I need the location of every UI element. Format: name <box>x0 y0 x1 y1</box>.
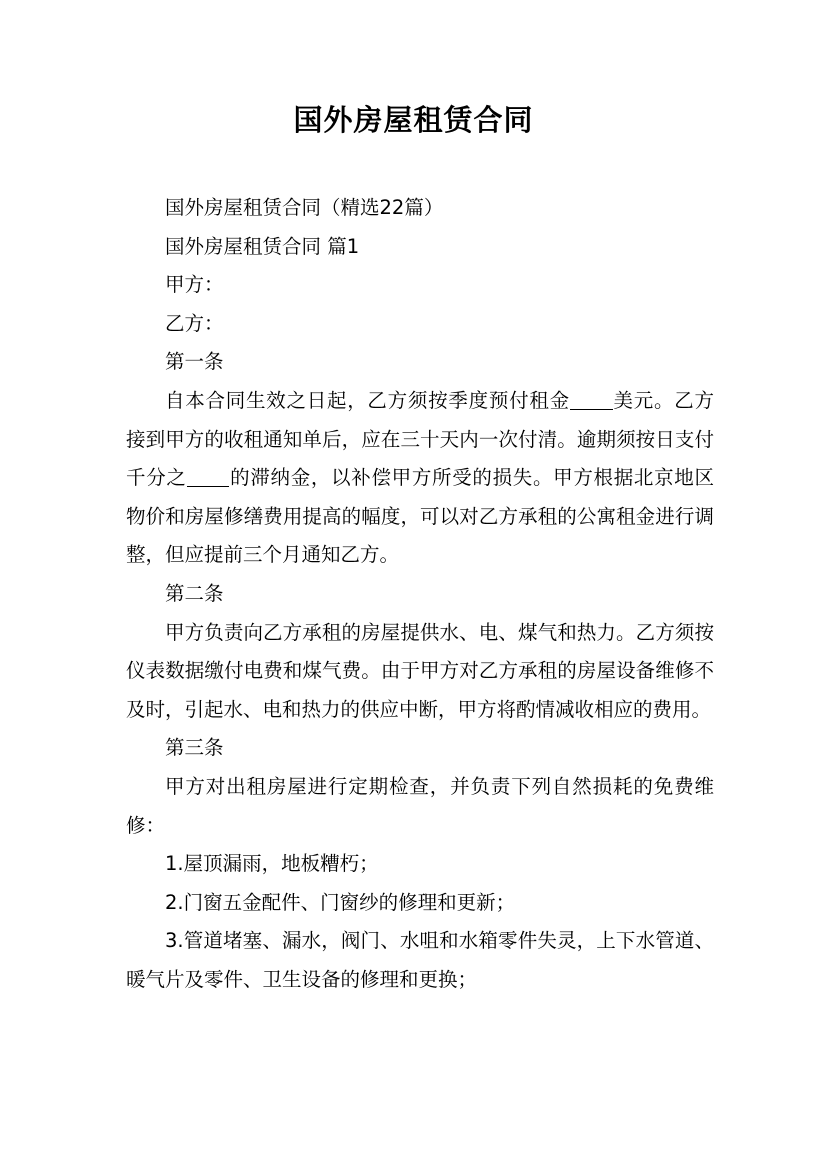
party-b-line: 乙方： <box>165 311 224 335</box>
article-1-heading: 第一条 <box>165 350 224 374</box>
document-title: 国外房屋租赁合同 <box>293 103 534 137</box>
party-a-line: 甲方： <box>165 273 224 297</box>
article-1-text-part2: 美元。乙方接到甲方的收租通知单后，应在三十天内一次付清。逾期须按日支付千分之 <box>126 388 714 490</box>
article-1-text <box>126 382 714 575</box>
article-3-item-2: 2.门窗五金配件、门窗纱的修理和更新； <box>165 890 516 914</box>
section-heading: 国外房屋租赁合同 篇1 <box>165 234 360 258</box>
article-3-item-3: 3.管道堵塞、漏水，阀门、水咀和水箱零件失灵，上下水管道、暖气片及零件、卫生设备的修理和更换； <box>126 929 714 991</box>
article-3-item-1: 1.屋顶漏雨，地板糟朽； <box>165 852 379 876</box>
article-1-text-part1: 自本合同生效之日起，乙方须按季度预付租金 <box>165 388 570 412</box>
rent-amount-blank <box>570 389 613 410</box>
document-subtitle: 国外房屋租赁合同（精选22篇） <box>165 196 444 219</box>
document-body <box>126 189 714 999</box>
article-1-text-part3: 的滞纳金，以补偿甲方所受的损失。甲方根据北京地区物价和房屋修缮费用提高的幅度，可以对乙方承租的公寓租金进行调整，但应提前三个月通知乙方。 <box>126 466 714 567</box>
article-2-text: 甲方负责向乙方承租的房屋提供水、电、煤气和热力。乙方须按仪表数据缴付电费和煤气费。由于甲方对乙方承租的房屋设备维修不及时，引起水、电和热力的供应中断，甲方将酌情减收相应的费用。 <box>126 620 714 721</box>
article-3-text: 甲方对出租房屋进行定期检查，并负责下列自然损耗的免费维修： <box>126 774 714 837</box>
article-2-heading: 第二条 <box>165 581 224 605</box>
article-3-heading: 第三条 <box>165 736 224 760</box>
late-fee-rate-blank <box>187 467 230 488</box>
